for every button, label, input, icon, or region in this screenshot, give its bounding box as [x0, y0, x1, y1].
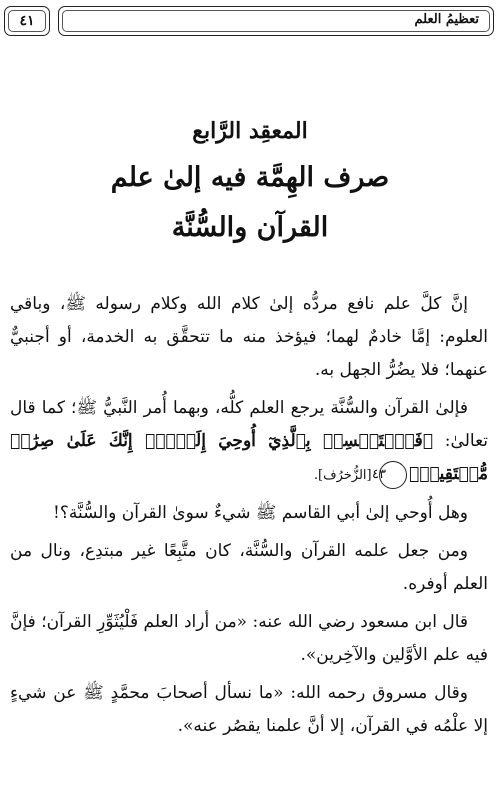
quran-verse: ﴿فَٱسۡتَمۡسِكۡ بِٱلَّذِيٓ أُوحِيَ إِلَيۡكَۖ إِنَّكَ عَلَىٰ صِرَٰطٖ مُّسۡتَقِيمٖ﴾ — [10, 431, 488, 484]
paragraph-4: ومن جعل علمه القرآن والسُّنَّة، كان متَّبِعًا غير مبتدِع، ونال من العلم أوفره. — [10, 541, 488, 594]
body-text — [10, 288, 488, 748]
section-title-line-1: صرف الهِمَّة فيه إلىٰ علم — [110, 162, 390, 193]
page-header — [4, 6, 494, 36]
running-title: تعظيمُ العلم — [414, 12, 479, 27]
paragraph-3: وهل أُوحي إلىٰ أبي القاسم ﷺ شيءٌ سوىٰ القرآن والسُّنَّة؟! — [53, 503, 468, 523]
section-title-line-2: القرآن والسُّنَّة — [171, 212, 329, 243]
paragraph-5: قال ابن مسعود رضي الله عنه: «من أراد العلم فَلْيُثَوِّرِ القرآن؛ فإنَّ فيه علم الأوَّلين والآخِرين». — [10, 612, 488, 665]
page-number: ٤١ — [19, 13, 35, 29]
page-number-box — [4, 6, 50, 36]
running-title-box — [58, 6, 494, 36]
surah-reference: [الزُّخرُف]. — [313, 468, 372, 483]
paragraph-1: إنَّ كلَّ علم نافع مردُّه إلىٰ كلام الله وكلام رسوله ﷺ، وباقي العلوم: إمَّا خادمٌ لهما؛ فيؤخذ منه ما تتحقَّق به الخدمة، أو أجنبيٌّ عنهما؛ فلا يضُرُّ الجهل به. — [10, 294, 488, 380]
paragraph-2 — [10, 392, 488, 492]
section-label: المعقِد الرَّابع — [192, 118, 308, 144]
ayah-number: ٤٣ — [379, 461, 407, 489]
paragraph-6: وقال مسروق رحمه الله: «ما نسأل أصحابَ محمَّدٍ ﷺ عن شيءٍ إلا علْمُه في القرآن، إلا أنَّ علمنا يقصُر عنه». — [10, 683, 488, 736]
paragraph-2-text: فإلىٰ القرآن والسُّنَّة يرجع العلم كلُّه، وبهما أُمر النَّبيُّ ﷺ؛ كما قال تعالىٰ: — [10, 398, 488, 451]
